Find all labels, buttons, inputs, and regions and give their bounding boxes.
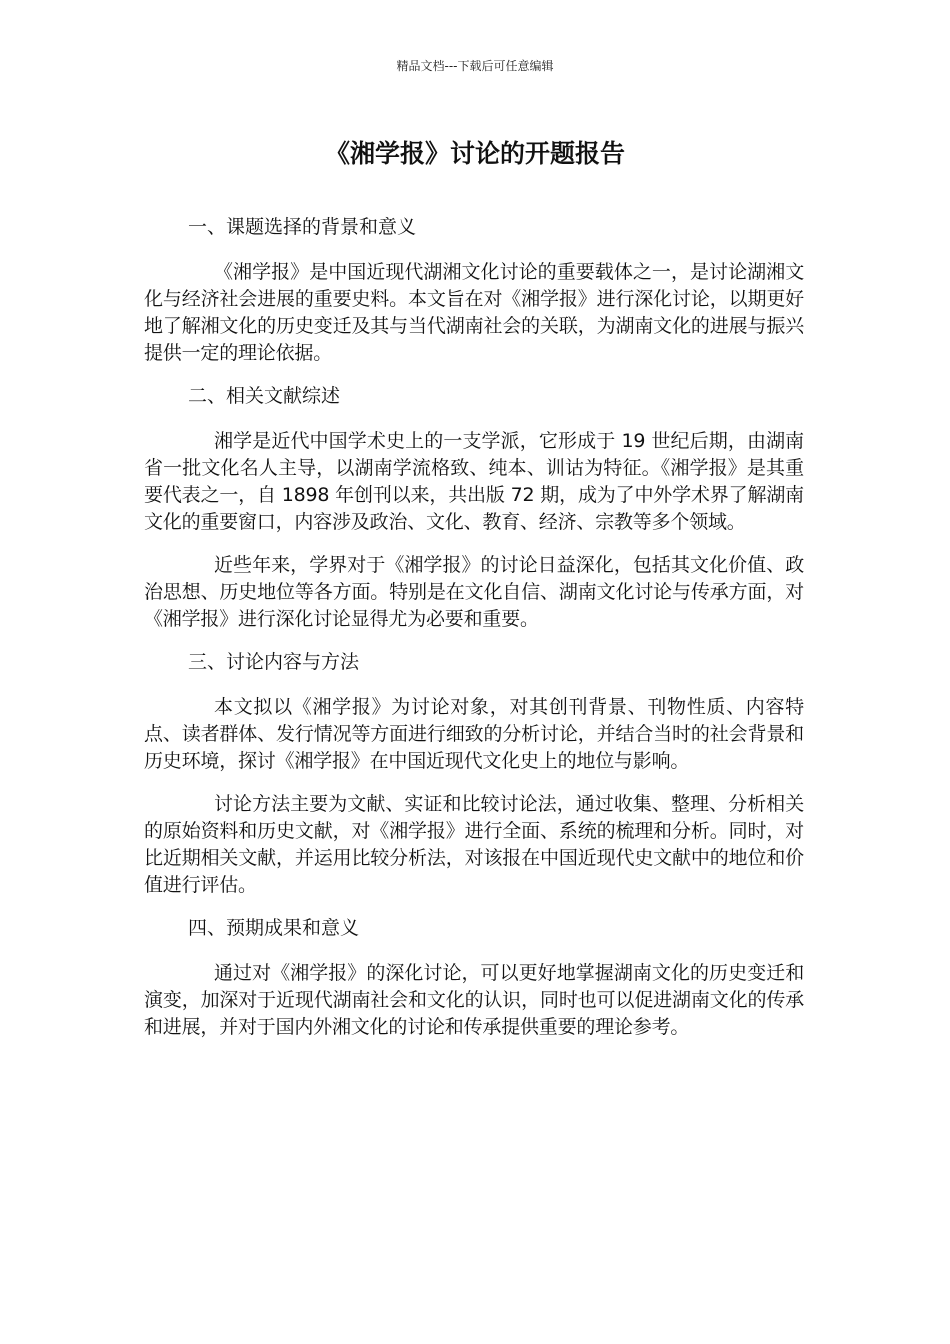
document-title: 《湘学报》讨论的开题报告 — [324, 139, 625, 168]
section-content-methods — [144, 649, 804, 899]
paragraph: 近些年来，学界对于《湘学报》的讨论日益深化，包括其文化价值、政治思想、历史地位等各方面。特别是在文化自信、湖南文化讨论与传承方面，对《湘学报》进行深化讨论显得尤为必要和重要。 — [144, 554, 804, 630]
section-heading: 三、讨论内容与方法 — [188, 651, 360, 673]
section-background — [144, 214, 804, 367]
section-heading: 四、预期成果和意义 — [188, 917, 360, 939]
section-expected-results — [144, 915, 804, 1041]
paragraph: 讨论方法主要为文献、实证和比较讨论法，通过收集、整理、分析相关的原始资料和历史文献，对《湘学报》进行全面、系统的梳理和分析。同时，对比近期相关文献，并运用比较分析法，对该报在中国近现代史文献中的地位和价值进行评估。 — [144, 793, 804, 896]
document-body — [144, 214, 804, 1057]
paragraph: 《湘学报》是中国近现代湖湘文化讨论的重要载体之一，是讨论湖湘文化与经济社会进展的重要史料。本文旨在对《湘学报》进行深化讨论，以期更好地了解湘文化的历史变迁及其与当代湖南社会的关联，为湖南文化的进展与振兴提供一定的理论依据。 — [144, 261, 804, 364]
paragraph: 通过对《湘学报》的深化讨论，可以更好地掌握湖南文化的历史变迁和演变，加深对于近现代湖南社会和文化的认识，同时也可以促进湖南文化的传承和进展，并对于国内外湘文化的讨论和传承提供重要的理论参考。 — [144, 962, 804, 1038]
section-heading: 一、课题选择的背景和意义 — [188, 216, 417, 238]
paragraph: 本文拟以《湘学报》为讨论对象，对其创刊背景、刊物性质、内容特点、读者群体、发行情况等方面进行细致的分析讨论，并结合当时的社会背景和历史环境，探讨《湘学报》在中国近现代文化史上的地位与影响。 — [144, 696, 804, 772]
section-literature-review — [144, 383, 804, 633]
paragraph: 湘学是近代中国学术史上的一支学派，它形成于 19 世纪后期，由湖南省一批文化名人主导，以湖南学流格致、纯本、训诂为特征。《湘学报》是其重要代表之一，自 1898 年创刊以来，共出版 72 期，成为了中外学术界了解湖南文化的重要窗口，内容涉及政治、文化、教育、经济、宗教等多个领域。 — [144, 430, 804, 533]
page-header: 精品文档---下载后可任意编辑 — [396, 59, 554, 73]
section-heading: 二、相关文献综述 — [188, 385, 341, 407]
